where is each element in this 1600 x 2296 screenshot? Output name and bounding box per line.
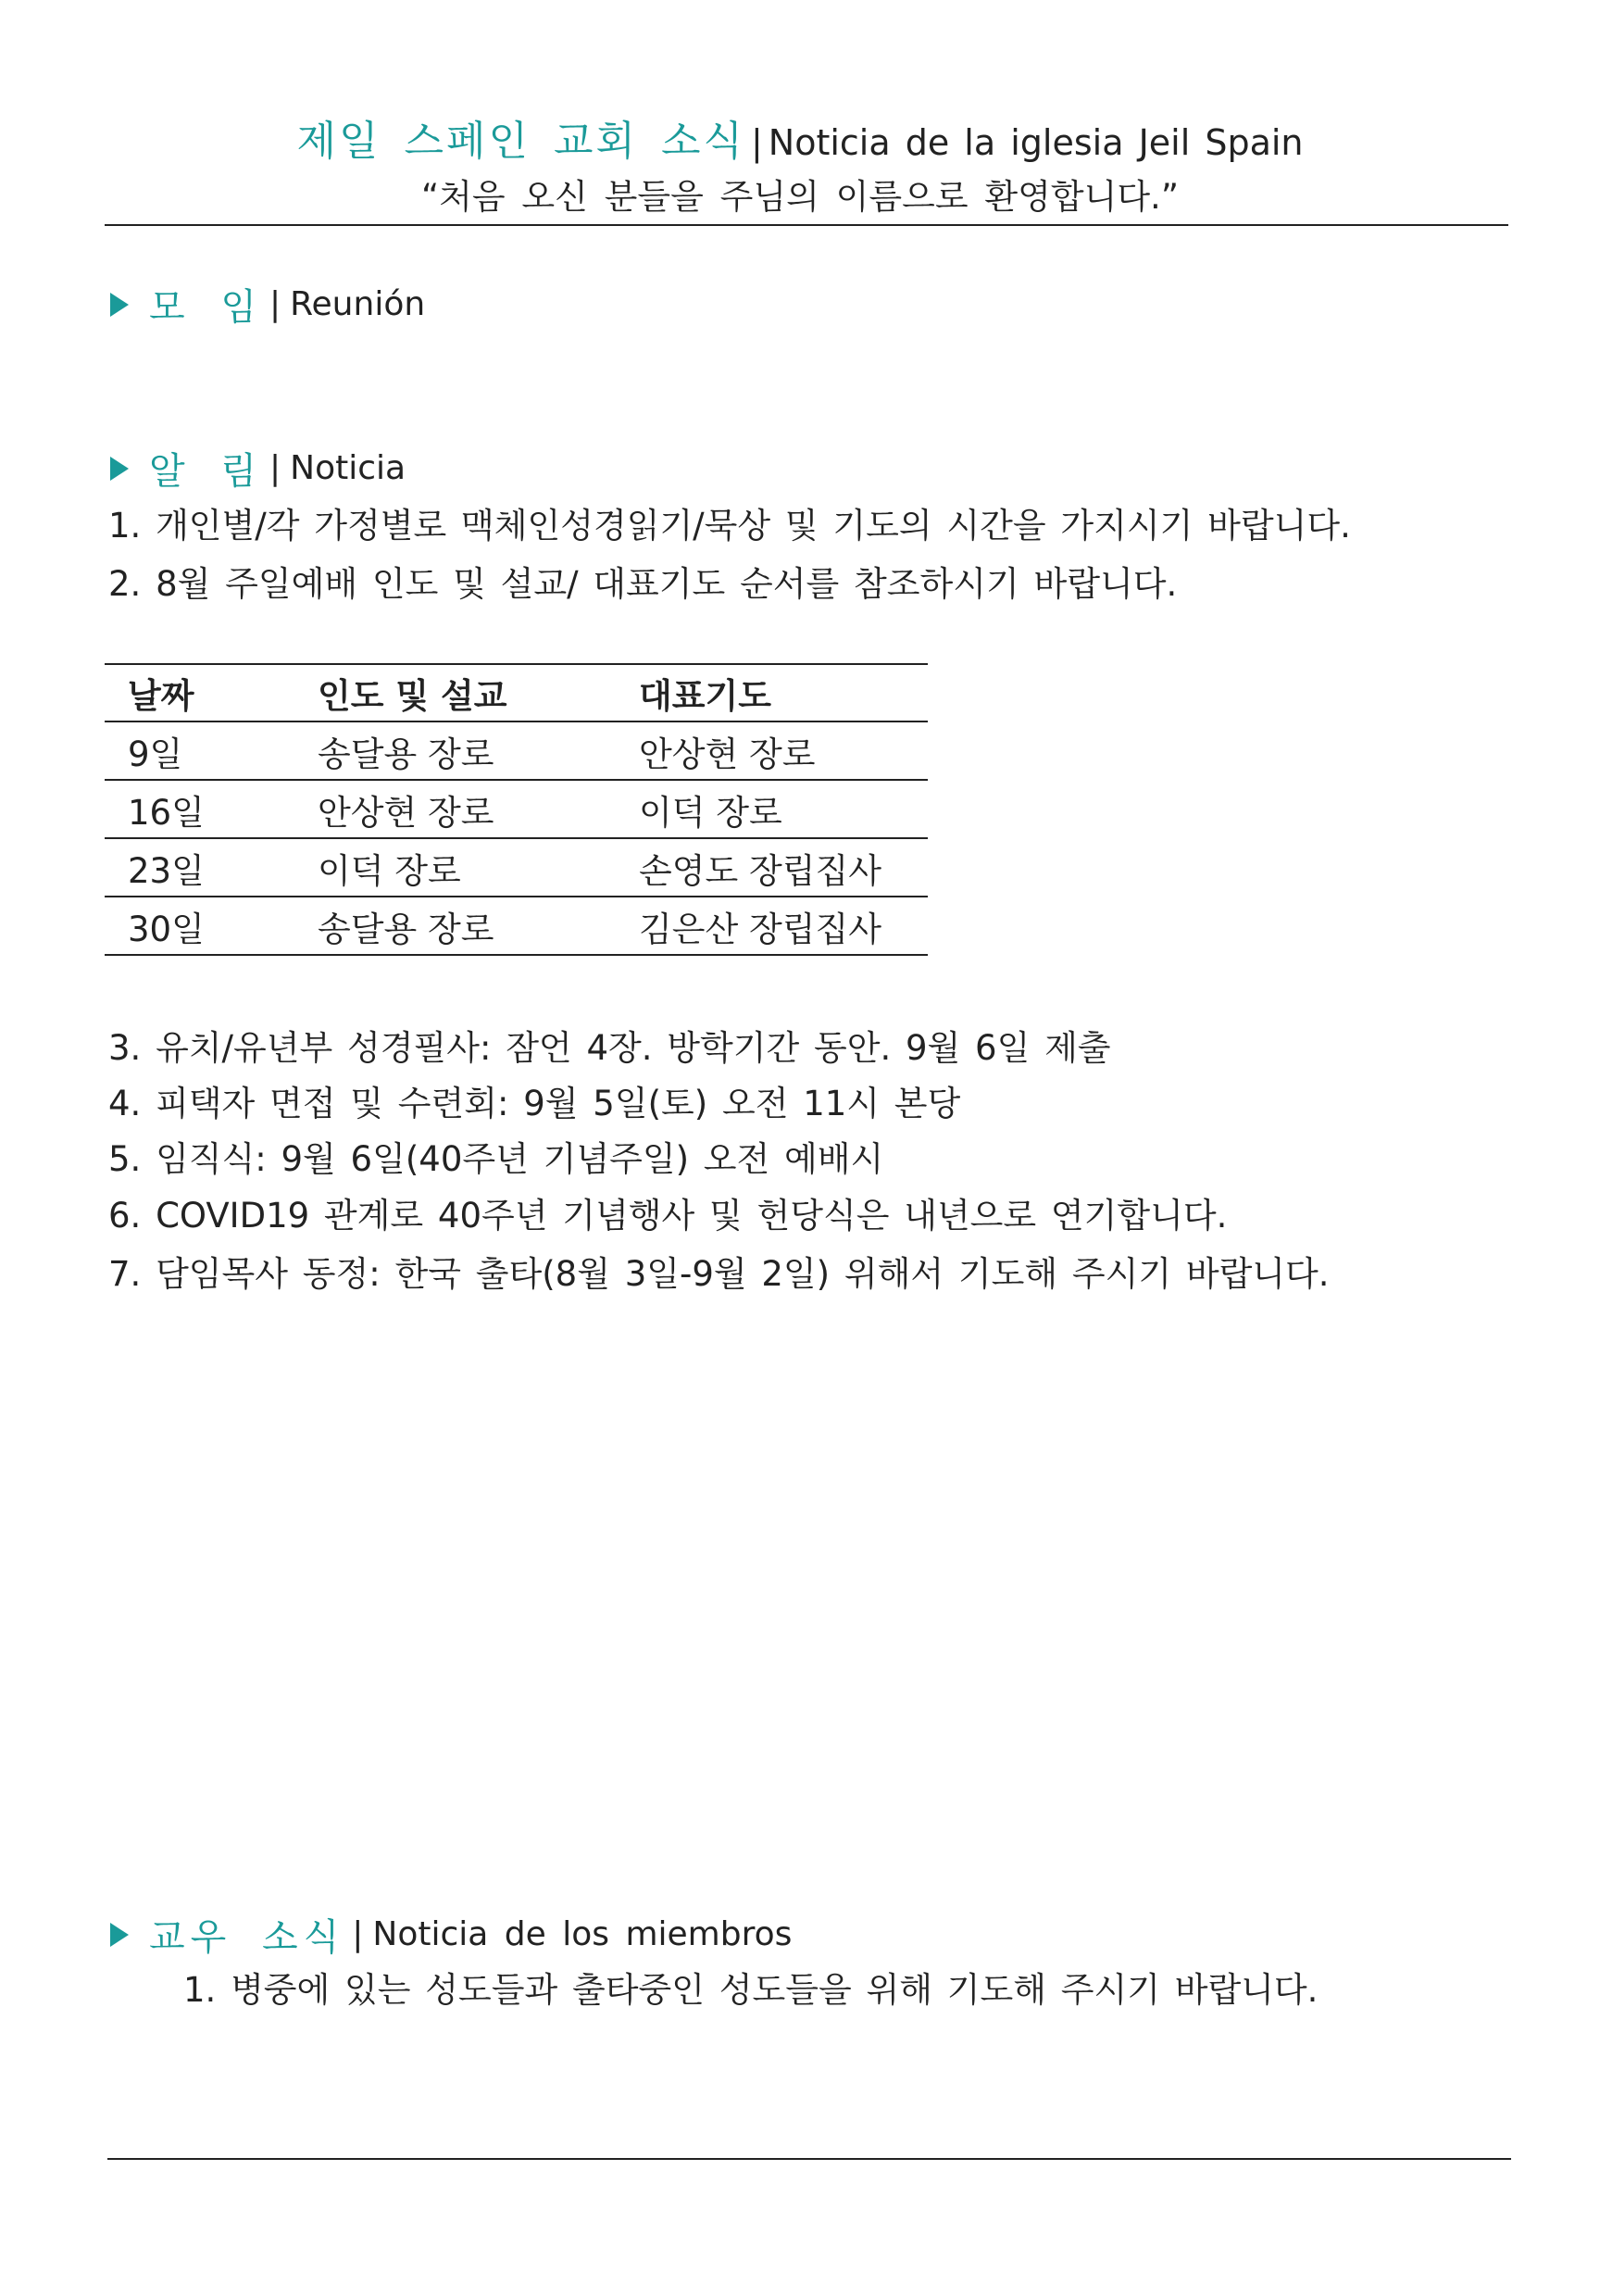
footer-divider: [107, 2158, 1511, 2160]
schedule-table: [105, 663, 928, 956]
cell-preacher: 송달용 장로: [294, 721, 616, 780]
title-spanish: Noticia de la iglesia Jeil Spain: [768, 122, 1304, 163]
notice-item-3: 3. 유치/유년부 성경필사: 잠언 4장. 방학기간 동안. 9월 6일 제출: [108, 1028, 1111, 1068]
section-separator: |: [269, 449, 281, 487]
notice-item-7: 7. 담임목사 동정: 한국 출타(8월 3일-9월 2일) 위해서 기도해 주시기 바랍니다.: [108, 1254, 1330, 1294]
cell-date: 9일: [105, 721, 294, 780]
members-item-1: 1. 병중에 있는 성도들과 출타중인 성도들을 위해 기도해 주시기 바랍니다.: [183, 1970, 1319, 2010]
cell-prayer: 안상현 장로: [616, 721, 928, 780]
section-title-korean: 알 림: [149, 450, 262, 493]
section-title-korean: 교우 소식: [149, 1916, 345, 1959]
section-separator: |: [352, 1915, 364, 1953]
column-header-prayer: 대표기도: [616, 664, 928, 721]
table-row: [105, 780, 928, 838]
section-separator: |: [269, 285, 281, 323]
header-divider: [105, 224, 1508, 226]
cell-date: 30일: [105, 897, 294, 955]
section-notice-heading: [110, 442, 406, 495]
cell-date: 16일: [105, 780, 294, 838]
cell-preacher: 안상현 장로: [294, 780, 616, 838]
cell-prayer: 김은산 장립집사: [616, 897, 928, 955]
cell-preacher: 이덕 장로: [294, 838, 616, 897]
notice-item-4: 4. 피택자 면접 및 수련회: 9월 5일(토) 오전 11시 본당: [108, 1084, 961, 1123]
section-title-korean: 모 임: [149, 286, 262, 329]
section-members-heading: [110, 1908, 792, 1961]
triangle-bullet-icon: [110, 457, 129, 481]
triangle-bullet-icon: [110, 1923, 129, 1947]
notice-item-5: 5. 임직식: 9월 6일(40주년 기념주일) 오전 예배시: [108, 1139, 884, 1179]
section-title-spanish: Noticia: [290, 449, 406, 487]
section-meeting-heading: [110, 278, 425, 331]
table-row: [105, 838, 928, 897]
triangle-bullet-icon: [110, 293, 129, 317]
page-title: [0, 107, 1600, 167]
table-row: [105, 897, 928, 955]
cell-prayer: 손영도 장립집사: [616, 838, 928, 897]
notice-item-1: 1. 개인별/각 가정별로 맥체인성경읽기/묵상 및 기도의 시간을 가지시기 바랍니다.: [108, 506, 1351, 546]
cell-date: 23일: [105, 838, 294, 897]
table-header-row: [105, 664, 928, 721]
column-header-preacher: 인도 및 설교: [294, 664, 616, 721]
column-header-date: 날짜: [105, 664, 294, 721]
section-title-spanish: Reunión: [290, 285, 426, 323]
title-korean: 제일 스페인 교회 소식: [296, 118, 745, 165]
page-subtitle: “처음 오신 분들을 주님의 이름으로 환영합니다.”: [420, 177, 1179, 217]
notice-item-6: 6. COVID19 관계로 40주년 기념행사 및 헌당식은 내년으로 연기합니다.: [108, 1196, 1228, 1236]
table-row: [105, 721, 928, 780]
notice-item-2: 2. 8월 주일예배 인도 및 설교/ 대표기도 순서를 참조하시기 바랍니다.: [108, 564, 1178, 604]
title-separator: |: [750, 122, 763, 163]
cell-preacher: 송달용 장로: [294, 897, 616, 955]
cell-prayer: 이덕 장로: [616, 780, 928, 838]
section-title-spanish: Noticia de los miembros: [372, 1915, 793, 1953]
